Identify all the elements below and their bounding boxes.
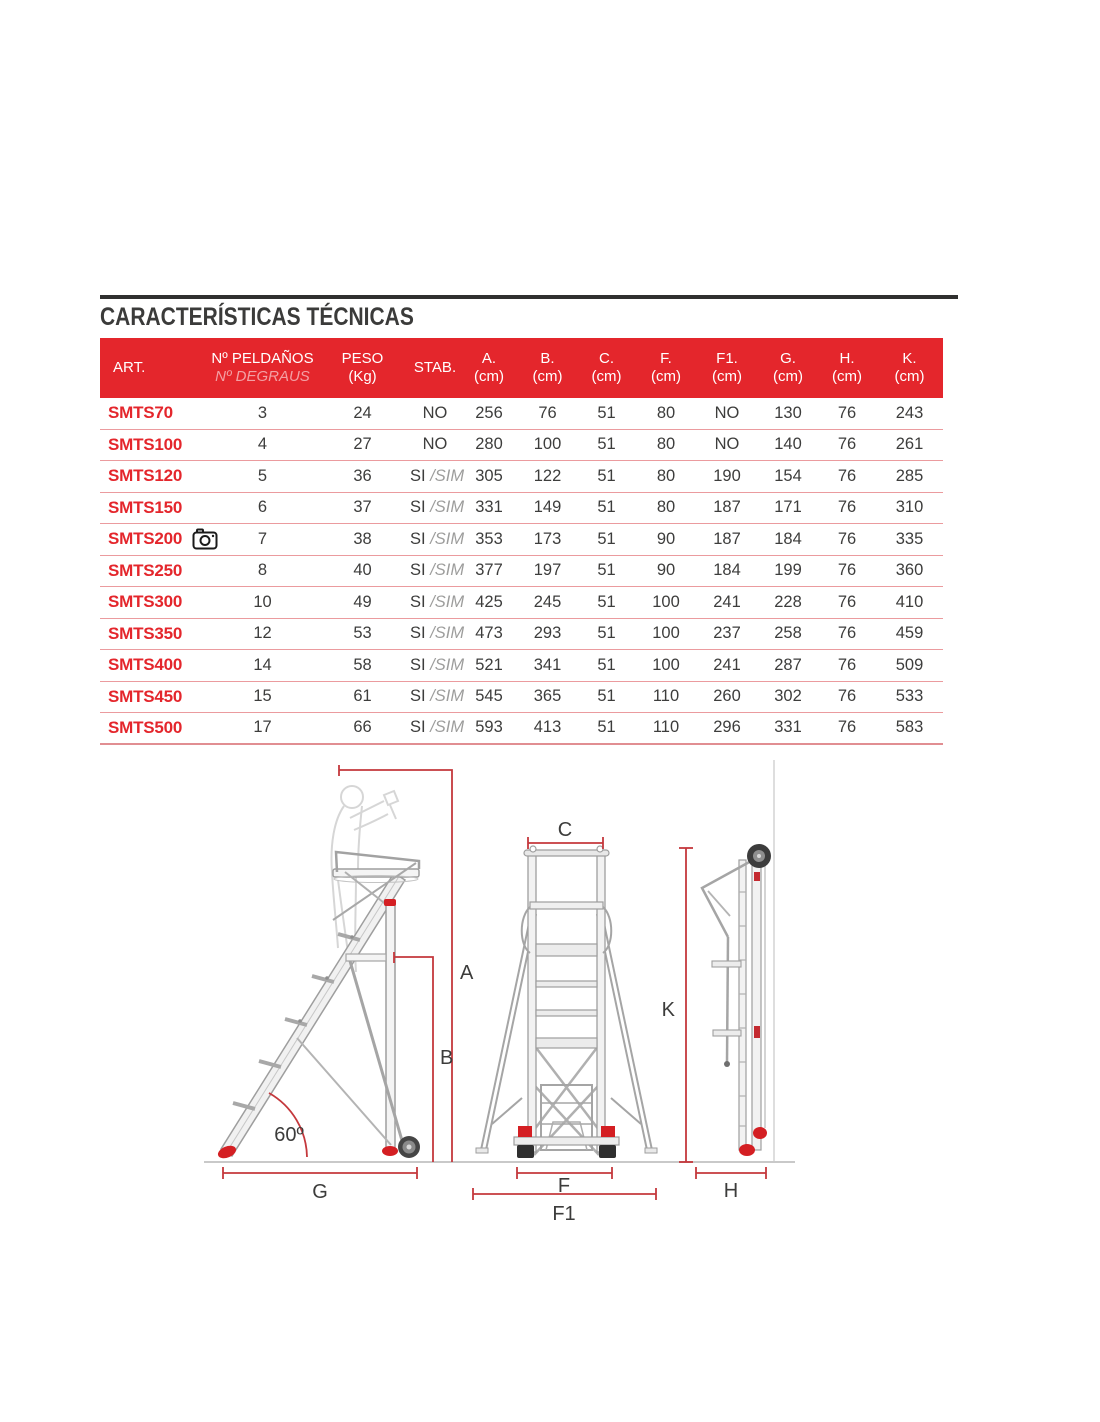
dim-value-b: 245 xyxy=(533,592,562,611)
dim-value-a: 425 xyxy=(475,592,503,611)
article-code: SMTS450 xyxy=(108,686,183,706)
dim-value-b: 100 xyxy=(533,435,562,454)
front-view-ladder xyxy=(476,846,657,1158)
dim-value-h: 76 xyxy=(837,624,857,643)
spec-table xyxy=(100,338,943,745)
dim-value-g: 154 xyxy=(774,466,802,485)
dim-value-h: 76 xyxy=(837,561,857,580)
dim-value-k: 583 xyxy=(895,718,924,737)
dim-value-f1: NO xyxy=(714,435,740,454)
dim-value-h: 76 xyxy=(837,466,857,485)
dim-value-a: 256 xyxy=(475,403,503,422)
table-row xyxy=(100,430,943,462)
dimension-lines xyxy=(223,765,766,1200)
header-dim-h: H. (cm) xyxy=(832,350,862,385)
dim-value-c: 51 xyxy=(597,592,616,611)
article-cell xyxy=(100,561,210,581)
dim-value-f1: 187 xyxy=(713,498,741,517)
article-cell xyxy=(100,435,210,455)
dim-value-c: 51 xyxy=(597,624,616,643)
dim-label-g: G xyxy=(312,1181,328,1203)
dim-value-g: 199 xyxy=(774,561,802,580)
dim-value-h: 76 xyxy=(837,435,857,454)
right-caster xyxy=(599,1145,616,1158)
dim-value-g: 140 xyxy=(774,435,802,454)
stab-value: SI /SIM xyxy=(410,498,465,517)
angle-label: 60º xyxy=(274,1124,304,1146)
dim-label-h: H xyxy=(723,1180,739,1202)
dim-value-c: 51 xyxy=(597,466,616,485)
dim-value-f: 100 xyxy=(652,624,680,643)
weight-value: 61 xyxy=(353,687,372,706)
dim-value-f: 90 xyxy=(656,529,676,548)
dim-value-c: 51 xyxy=(597,435,616,454)
dim-value-g: 130 xyxy=(774,403,802,422)
article-cell xyxy=(100,498,210,518)
weight-value: 49 xyxy=(353,592,372,611)
header-dim-b: B. (cm) xyxy=(532,350,563,385)
dim-value-a: 545 xyxy=(475,687,503,706)
steps-count: 17 xyxy=(253,718,272,737)
weight-value: 38 xyxy=(353,529,372,548)
dim-label-f: F xyxy=(557,1175,571,1197)
dim-value-f1: 184 xyxy=(713,561,741,580)
header-dim-f1: F1. (cm) xyxy=(712,350,742,385)
table-row xyxy=(100,524,943,556)
table-header xyxy=(100,338,943,398)
table-row xyxy=(100,461,943,493)
weight-value: 24 xyxy=(353,403,372,422)
weight-value: 27 xyxy=(353,435,372,454)
dim-value-b: 173 xyxy=(533,529,562,548)
steps-count: 10 xyxy=(253,592,272,611)
article-code: SMTS100 xyxy=(108,434,183,454)
dim-value-b: 149 xyxy=(533,498,562,517)
dim-value-k: 410 xyxy=(895,592,924,611)
steps-count: 5 xyxy=(257,466,268,485)
dim-value-a: 280 xyxy=(475,435,503,454)
weight-value: 53 xyxy=(353,624,372,643)
dim-value-c: 51 xyxy=(597,687,616,706)
table-row xyxy=(100,650,943,682)
dim-value-b: 365 xyxy=(533,687,562,706)
weight-value: 36 xyxy=(353,466,372,485)
weight-value: 66 xyxy=(353,718,372,737)
dim-value-a: 521 xyxy=(475,655,503,674)
table-row xyxy=(100,587,943,619)
dim-value-g: 287 xyxy=(774,655,802,674)
steps-count: 8 xyxy=(257,561,268,580)
dim-value-b: 293 xyxy=(533,624,562,643)
dim-value-f: 100 xyxy=(652,655,680,674)
dim-label-b: B xyxy=(440,1047,454,1069)
dim-label-f1: F1 xyxy=(552,1203,576,1225)
stab-value: SI /SIM xyxy=(410,718,465,737)
header-weight: PESO (Kg) xyxy=(341,350,384,385)
weight-value: 40 xyxy=(353,561,372,580)
dim-value-h: 76 xyxy=(837,655,857,674)
dim-value-b: 341 xyxy=(533,655,562,674)
dim-value-k: 509 xyxy=(895,655,924,674)
dim-value-k: 459 xyxy=(895,624,924,643)
dim-label-k: K xyxy=(661,999,675,1021)
folded-view-ladder xyxy=(702,844,771,1156)
header-dim-f: F. (cm) xyxy=(651,350,681,385)
dim-value-k: 285 xyxy=(895,466,924,485)
stab-value: NO xyxy=(422,435,448,454)
article-cell xyxy=(100,718,210,738)
table-row xyxy=(100,556,943,588)
stab-value: SI /SIM xyxy=(410,655,465,674)
dim-value-c: 51 xyxy=(597,655,616,674)
article-cell xyxy=(100,624,210,644)
dim-value-c: 51 xyxy=(597,403,616,422)
dim-value-h: 76 xyxy=(837,529,857,548)
top-divider xyxy=(100,295,958,299)
article-code: SMTS300 xyxy=(108,592,183,612)
dim-value-f: 110 xyxy=(652,718,680,737)
article-cell xyxy=(100,528,210,550)
header-dim-a: A. (cm) xyxy=(474,350,504,385)
stab-value: SI /SIM xyxy=(410,529,465,548)
table-row xyxy=(100,398,943,430)
table-row xyxy=(100,682,943,714)
dim-value-b: 76 xyxy=(538,403,557,422)
dim-label-a: A xyxy=(460,962,474,984)
steps-count: 15 xyxy=(253,687,272,706)
dim-value-c: 51 xyxy=(597,498,616,517)
article-code: SMTS200 xyxy=(108,529,183,549)
dim-value-f: 80 xyxy=(656,498,676,517)
dim-value-b: 122 xyxy=(533,466,562,485)
dim-value-f1: 241 xyxy=(713,592,741,611)
dim-value-c: 51 xyxy=(597,529,616,548)
dim-value-b: 197 xyxy=(533,561,562,580)
dim-value-k: 243 xyxy=(895,403,924,422)
dim-value-h: 76 xyxy=(837,592,857,611)
dim-value-b: 413 xyxy=(533,718,562,737)
dim-value-a: 377 xyxy=(475,561,503,580)
header-steps: Nº PELDAÑOS Nº DEGRAUS xyxy=(211,350,314,385)
dim-value-g: 171 xyxy=(774,498,802,517)
steps-count: 14 xyxy=(253,655,272,674)
dim-value-h: 76 xyxy=(837,687,857,706)
header-dim-k: K. (cm) xyxy=(894,350,925,385)
header-dim-g: G. (cm) xyxy=(773,350,803,385)
weight-value: 58 xyxy=(353,655,372,674)
stab-value: SI /SIM xyxy=(410,592,465,611)
steps-count: 3 xyxy=(257,403,268,422)
dim-value-g: 258 xyxy=(774,624,802,643)
article-code: SMTS250 xyxy=(108,560,183,580)
article-code: SMTS70 xyxy=(108,403,173,423)
dim-value-c: 51 xyxy=(597,561,616,580)
dim-value-f1: 237 xyxy=(713,624,741,643)
stab-value: SI /SIM xyxy=(410,561,465,580)
table-row xyxy=(100,493,943,525)
article-code: SMTS500 xyxy=(108,717,183,737)
dim-value-h: 76 xyxy=(837,498,857,517)
header-art: ART. xyxy=(113,359,146,376)
steps-count: 6 xyxy=(257,498,268,517)
article-cell xyxy=(100,403,210,423)
header-stab: STAB. xyxy=(413,359,457,376)
dim-value-k: 360 xyxy=(895,561,924,580)
side-view-ladder xyxy=(216,852,420,1161)
stab-value: SI /SIM xyxy=(410,466,465,485)
dim-value-k: 533 xyxy=(895,687,924,706)
dim-value-f: 90 xyxy=(656,561,676,580)
article-code: SMTS150 xyxy=(108,497,183,517)
article-code: SMTS400 xyxy=(108,655,183,675)
dim-label-c: C xyxy=(557,819,573,841)
dim-value-f: 100 xyxy=(652,592,680,611)
dim-value-f: 80 xyxy=(656,403,676,422)
steps-count: 12 xyxy=(253,624,272,643)
stab-value: NO xyxy=(422,403,448,422)
dim-value-k: 310 xyxy=(895,498,924,517)
header-dim-c: C. (cm) xyxy=(591,350,622,385)
stab-value: SI /SIM xyxy=(410,687,465,706)
dim-value-f1: 241 xyxy=(713,655,741,674)
table-body xyxy=(100,398,943,745)
dim-value-f: 110 xyxy=(652,687,680,706)
dim-value-f: 80 xyxy=(656,466,676,485)
table-row xyxy=(100,713,943,745)
stab-value: SI /SIM xyxy=(410,624,465,643)
dim-value-a: 331 xyxy=(475,498,503,517)
dim-value-c: 51 xyxy=(597,718,616,737)
dim-value-a: 305 xyxy=(475,466,503,485)
dim-value-f1: 296 xyxy=(713,718,741,737)
article-cell xyxy=(100,655,210,675)
dim-value-h: 76 xyxy=(837,403,857,422)
table-row xyxy=(100,619,943,651)
article-cell xyxy=(100,687,210,707)
dim-value-g: 228 xyxy=(774,592,802,611)
left-caster xyxy=(517,1145,534,1158)
dim-value-f1: 260 xyxy=(713,687,741,706)
rear-foot xyxy=(382,1146,398,1156)
dim-value-f: 80 xyxy=(656,435,676,454)
dim-value-h: 76 xyxy=(837,718,857,737)
dim-value-g: 184 xyxy=(774,529,802,548)
article-cell xyxy=(100,466,210,486)
page-title: CARACTERÍSTICAS TÉCNICAS xyxy=(100,303,414,331)
steps-count: 4 xyxy=(257,435,268,454)
article-code: SMTS350 xyxy=(108,623,183,643)
ladder-diagrams xyxy=(150,752,850,1252)
dim-value-f1: 187 xyxy=(713,529,741,548)
dim-value-a: 473 xyxy=(475,624,503,643)
dim-value-a: 353 xyxy=(475,529,503,548)
dim-value-k: 335 xyxy=(895,529,924,548)
steps-count: 7 xyxy=(257,529,268,548)
dim-value-f1: 190 xyxy=(713,466,741,485)
dim-value-g: 302 xyxy=(774,687,802,706)
article-cell xyxy=(100,592,210,612)
dim-value-f1: NO xyxy=(714,403,740,422)
weight-value: 37 xyxy=(353,498,372,517)
dim-value-k: 261 xyxy=(895,435,924,454)
dim-value-a: 593 xyxy=(475,718,503,737)
dim-value-g: 331 xyxy=(774,718,802,737)
article-code: SMTS120 xyxy=(108,466,183,486)
